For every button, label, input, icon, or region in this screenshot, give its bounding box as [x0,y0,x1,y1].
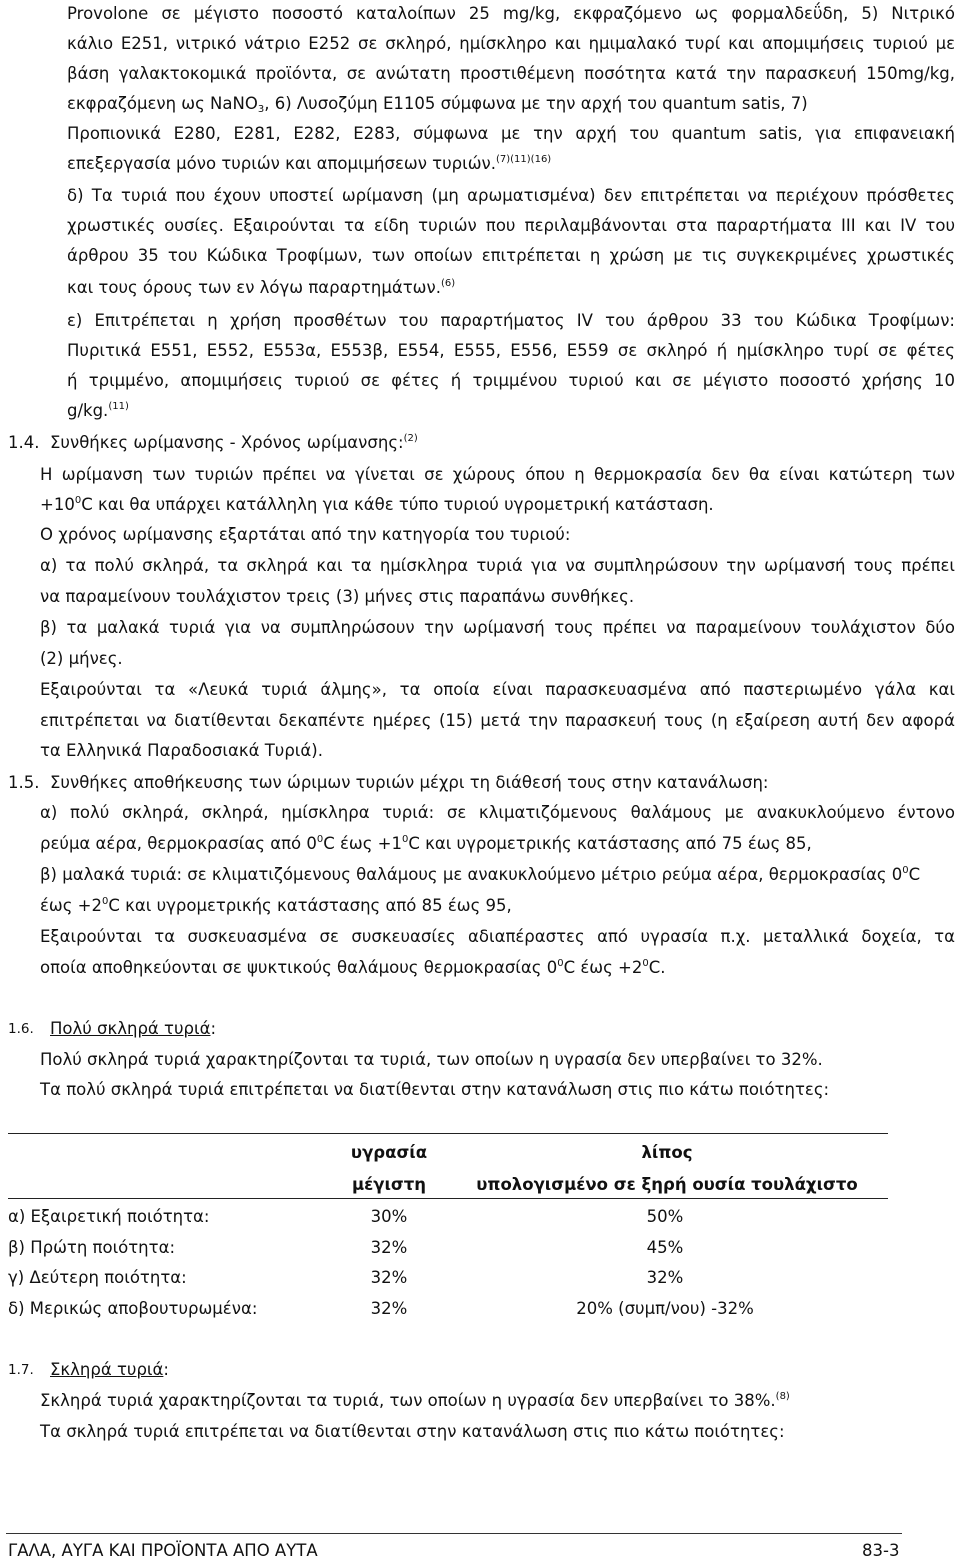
footer-title: ΓΑΛΑ, ΑΥΓΑ ΚΑΙ ΠΡΟΪΟΝΤΑ ΑΠΟ ΑΥΤΑ [8,1541,318,1560]
text-line: Ο χρόνος ωρίμανσης εξαρτάται από την κατηγορία του τυριού: [40,525,571,544]
text-line: (2) μήνες. [40,649,123,668]
text-line: Σκληρά τυριά χαρακτηρίζονται τα τυριά, των οποίων η υγρασία δεν υπερβαίνει το 38%.$^{(8)}$ [40,1391,790,1410]
table-cell-moisture: 32% [370,1238,408,1257]
table-header: υγρασία [350,1143,428,1162]
text-line: $+10^0C$ και θα υπάρχει κατάλληλη για κάθε τύπο τυριού υγρομετρική κατάσταση. [40,495,714,514]
section-number: 1.5. [8,773,40,792]
text-line: Εξαιρούνται τα συσκευασμένα σε συσκευασίες αδιαπέραστες από υγρασία π.χ. μεταλλικά δοχεία, τα [40,927,955,946]
text-fragment: εκφραζόμενη ως NaNO$_3$, 6) Λυσοζύμη Ε1105 σύμφωνα με την αρχή του quantum satis, 7) [67,94,808,115]
text-line: Η ωρίμανση των τυριών πρέπει να γίνεται σε χώρους όπου η θερμοκρασία δεν θα είναι κατώτερη των [40,465,955,484]
text-line: βάση γαλακτοκομικά προϊόντα, σε ανώτατη προστιθέμενη ποσότητα κατά την παρασκευή 150mg/kg, [67,64,955,83]
table-cell-fat: 32% [646,1268,684,1287]
text-line: Πολύ σκληρά τυριά χαρακτηρίζονται τα τυριά, των οποίων η υγρασία δεν υπερβαίνει το 32%. [40,1050,823,1069]
text-line: α) πολύ σκληρά, σκληρά, ημίσκληρα τυριά: σε κλιματιζόμενους θαλάμους με ανακυκλούμενο έντονο [40,803,955,822]
section-number: 1.6. [8,1021,34,1037]
text-line: Τα πολύ σκληρά τυριά επιτρέπεται να διατίθενται στην κατανάλωση στις πιο κάτω ποιότητες: [40,1080,830,1099]
text-line: ρεύμα αέρα, θερμοκρασίας από $0^0C$ $έ\omega\varsigma +1^0C$ και υγρομετρικής κατάστασης από 75 έως 85, [40,834,812,853]
text-line: ε) Επιτρέπεται η χρήση προσθέτων του παραρτήματος IV του άρθρου 33 του Κώδικα Τροφίμων: [67,311,955,330]
table-header: μέγιστη [351,1175,427,1194]
table-cell-fat: 45% [646,1238,684,1257]
text-line: Provolone σε μέγιστο ποσοστό καταλοίπων 25 mg/kg, εκφραζόμενο ως φορμαλδεΰδη, 5) Νιτρικό [67,4,955,23]
text-line [40,864,955,886]
text-line: Προπιονικά Ε280, Ε281, Ε282, Ε283, σύμφωνα με την αρχή του quantum satis, για επιφανειακή [67,124,955,143]
page-number: 83-3 [862,1541,900,1560]
table-cell-fat: 20% (συμπ/νου) -32% [576,1299,754,1318]
text-line [67,93,955,115]
table-cell-moisture: 30% [370,1207,408,1226]
section-title: Πολύ σκληρά τυριά: [50,1019,217,1038]
section-number: 1.4. [8,433,40,452]
table-cell-moisture: 32% [370,1299,408,1318]
text-line: χρωστικές ουσίες. Εξαιρούνται τα είδη τυριών που περιλαμβάνονται στα παραρτήματα ΙΙΙ και IV του [67,216,955,235]
text-line: επεξεργασία μόνο τυριών και απομιμήσεων τυριών.$^{(7)(11)(16)}$ [67,154,552,173]
text-line: $έ\omega\varsigma +2^0C$ και υγρομετρικής κατάστασης από 85 έως 95, [40,896,512,915]
text-line: δ) Τα τυριά που έχουν υποστεί ωρίμανση (μη αρωματισμένα) δεν επιτρέπεται να περιέχουν πρόσθετες [67,186,955,205]
text-line: τα Ελληνικά Παραδοσιακά Τυριά). [40,741,323,760]
text-line: άρθρου 35 του Κώδικα Τροφίμων, των οποίων επιτρέπεται η χρώση με τις συγκεκριμένες χρωστικές [67,246,955,265]
table-header: υπολογισμένο σε ξηρή ουσία τουλάχιστο [476,1175,858,1194]
text-fragment: β) μαλακά τυριά: σε κλιματιζόμενους θαλάμους με ανακυκλούμενο μέτριο ρεύμα αέρα, θερμοκρασίας $0^0C$ [40,865,921,884]
text-line: β) τα μαλακά τυριά για να συμπληρώσουν την ωρίμανσή τους πρέπει να παραμείνουν τουλάχιστον δύο [40,618,955,637]
text-line: οποία αποθηκεύονται σε ψυκτικούς θαλάμους θερμοκρασίας $0^0C$ $έ\omega\varsigma +2^0C$. [40,958,666,977]
section-number: 1.7. [8,1362,34,1378]
table-row-label: α) Εξαιρετική ποιότητα: [8,1207,210,1226]
section-title: Σκληρά τυριά: [50,1360,169,1379]
table-cell-moisture: 32% [370,1268,408,1287]
footer-rule [6,1533,902,1534]
table-top-rule [8,1133,888,1134]
table-header-rule [8,1198,888,1199]
table-row-label: γ) Δεύτερη ποιότητα: [8,1268,187,1287]
text-line: Πυριτικά Ε551, Ε552, Ε553α, Ε553β, Ε554, Ε555, Ε556, Ε559 σε σκληρό ή ημίσκληρο τυρί σε φέτες [67,341,955,360]
text-line: επιτρέπεται να διατίθενται δεκαπέντε ημέρες (15) μετά την παρασκευή τους (η εξαίρεση αυτή δεν αφορά [40,711,955,730]
text-line: α) τα πολύ σκληρά, τα σκληρά και τα ημίσκληρα τυριά για να συμπληρώσουν την ωρίμανσή τους πρέπει [40,556,955,575]
text-line: κάλιο Ε251, νιτρικό νάτριο Ε252 σε σκληρό, ημίσκληρο και ημιμαλακό τυρί και απομιμήσεις τυριού με [67,34,955,53]
text-line: και τους όρους των εν λόγω παραρτημάτων.$^{(6)}$ [67,278,456,297]
text-line: να παραμείνουν τουλάχιστον τρεις (3) μήνες στις παραπάνω συνθήκες. [40,587,635,606]
text-line: g/kg.$^{(11)}$ [67,401,129,420]
table-row-label: δ) Μερικώς αποβουτυρωμένα: [8,1299,258,1318]
text-line: ή τριμμένο, απομιμήσεις τυριού σε φέτες ή τριμμένου τυριού και σε μέγιστο ποσοστό χρήσης 10 [67,371,955,390]
table-header: λίπος [641,1143,693,1162]
table-cell-fat: 50% [646,1207,684,1226]
table-row-label: β) Πρώτη ποιότητα: [8,1238,176,1257]
section-title: Συνθήκες αποθήκευσης των ώριμων τυριών μέχρι τη διάθεσή τους στην κατανάλωση: [50,773,769,792]
text-line: Τα σκληρά τυριά επιτρέπεται να διατίθενται στην κατανάλωση στις πιο κάτω ποιότητες: [40,1422,785,1441]
text-line: Εξαιρούνται τα «Λευκά τυριά άλμης», τα οποία είναι παρασκευασμένα από παστεριωμένο γάλα και [40,680,955,699]
section-title: Συνθήκες ωρίμανσης - Χρόνος ωρίμανσης:$^{(2)}$ [50,433,418,452]
